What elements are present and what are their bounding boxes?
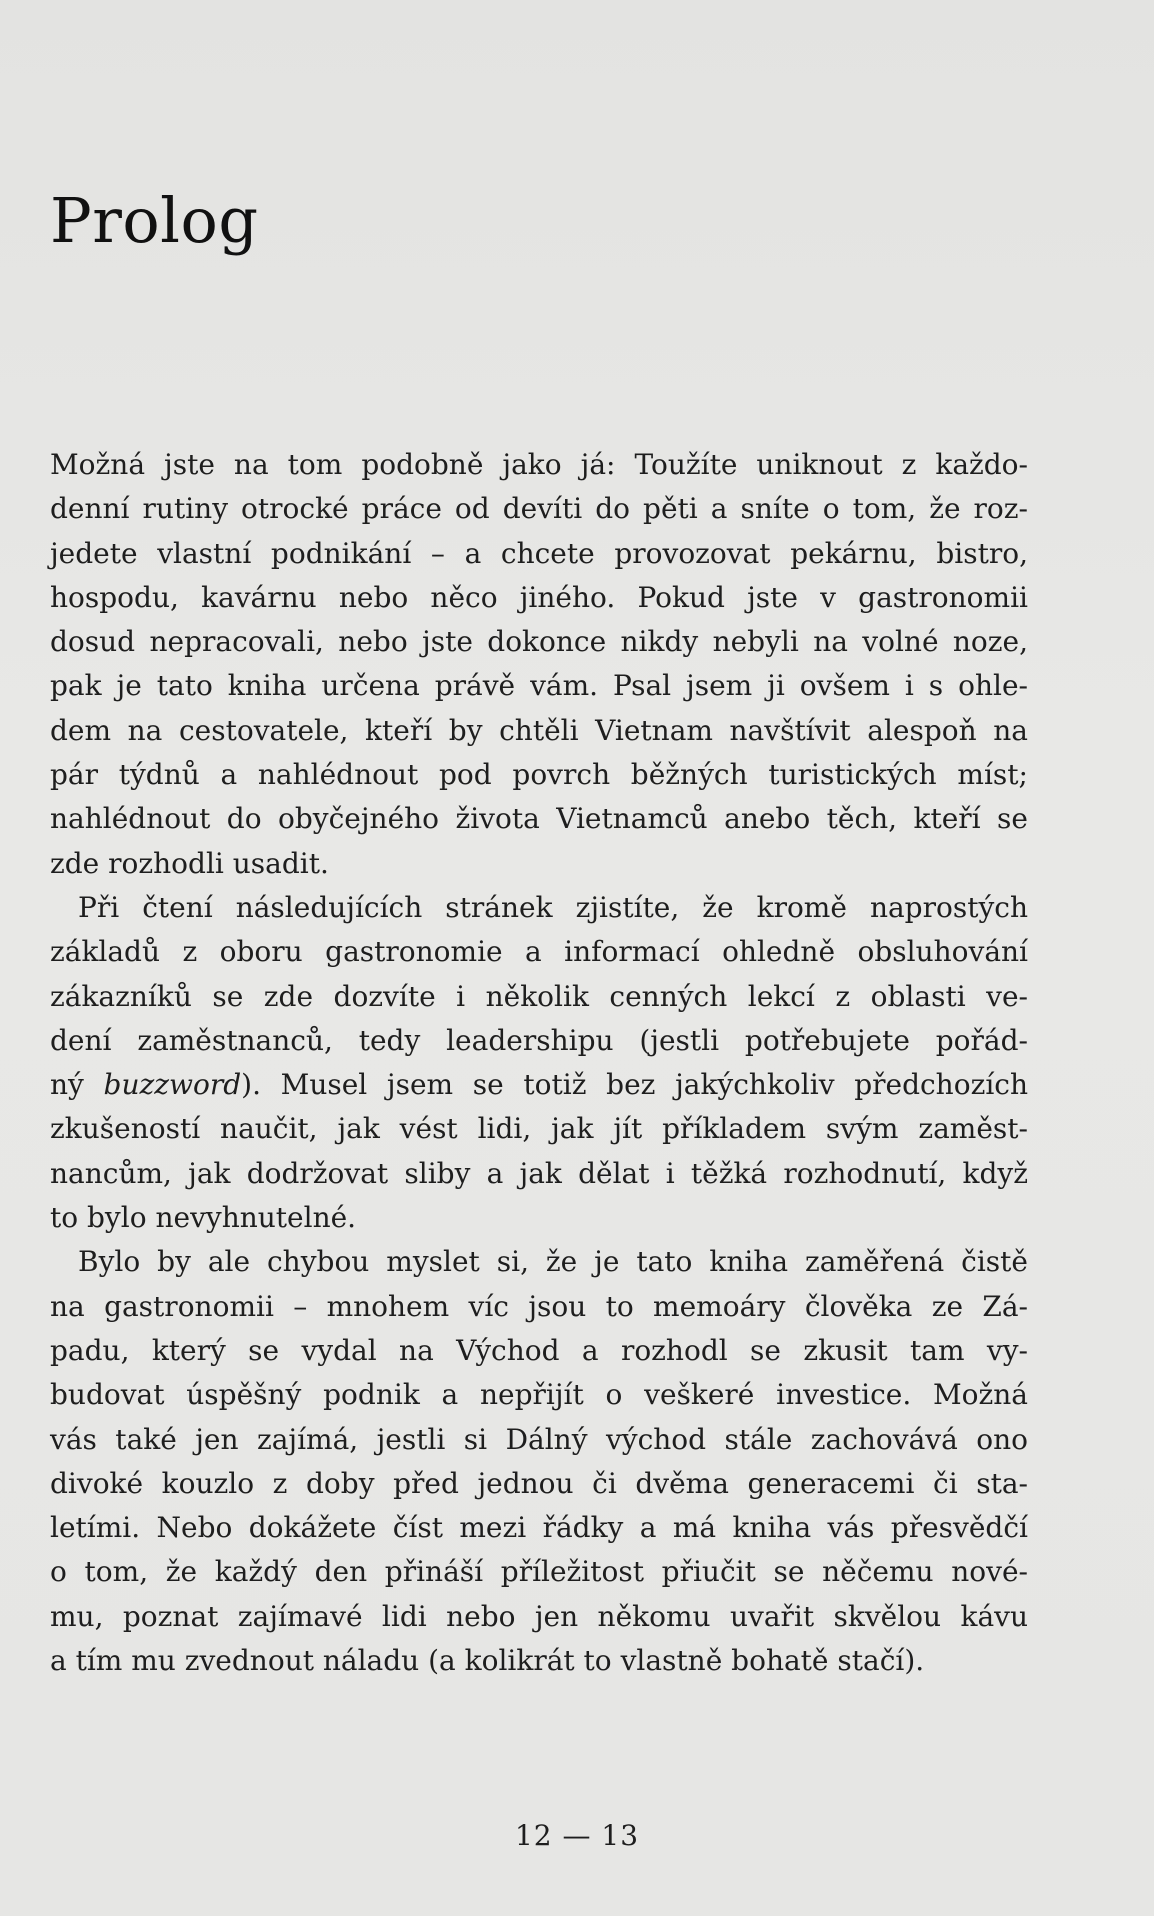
text-line: zákazníků se zde dozvíte i několik cenných lekcí z oblasti ve- xyxy=(50,979,1028,1013)
text-line: pár týdnů a nahlédnout pod povrch běžných turistických míst; xyxy=(50,758,1028,792)
text-line: padu, který se vydal na Východ a rozhodl se zkusit tam vy- xyxy=(50,1333,1028,1367)
text-line: mu, poznat zajímavé lidi nebo jen někomu uvařit skvělou kávu xyxy=(50,1599,1028,1633)
text-line xyxy=(50,1063,1028,1107)
text-line: pak je tato kniha určena právě vám. Psal jsem ji ovšem i s ohle- xyxy=(50,669,1028,703)
paragraph-1 xyxy=(50,443,1028,886)
text-line: základů z oboru gastronomie a informací ohledně obsluhování xyxy=(50,935,1028,969)
text-fragment: ). Musel jsem se totiž bez jakýchkoliv předchozích xyxy=(241,1068,1028,1102)
text-line: Bylo by ale chybou myslet si, že je tato kniha zaměřená čistě xyxy=(78,1245,1028,1279)
text-line: letími. Nebo dokážete číst mezi řádky a má kniha vás přesvědčí xyxy=(50,1511,1028,1545)
text-line: vás také jen zajímá, jestli si Dálný východ stále zachovává ono xyxy=(50,1422,1028,1456)
text-line: o tom, že každý den přináší příležitost přiučit se něčemu nové- xyxy=(50,1555,1028,1589)
text-line: denní rutiny otrocké práce od devíti do pěti a sníte o tom, že roz- xyxy=(50,492,1028,526)
text-line: budovat úspěšný podnik a nepřijít o veškeré investice. Možná xyxy=(50,1378,1028,1412)
text-line: zkušeností naučit, jak vést lidi, jak jít příkladem svým zaměst- xyxy=(50,1112,1028,1146)
page-number: 12 — 13 xyxy=(514,1819,640,1852)
text-line: Při čtení následujících stránek zjistíte, že kromě naprostých xyxy=(78,890,1028,924)
text-line: divoké kouzlo z doby před jednou či dvěma generacemi či sta- xyxy=(50,1466,1028,1500)
text-line: dosud nepracovali, nebo jste dokonce nikdy nebyli na volné noze, xyxy=(50,625,1028,659)
text-line: nahlédnout do obyčejného života Vietnamců anebo těch, kteří se xyxy=(50,802,1028,836)
text-line: to bylo nevyhnutelné. xyxy=(50,1201,357,1235)
text-line: dem na cestovatele, kteří by chtěli Vietnam navštívit alespoň na xyxy=(50,713,1028,747)
text-line: Možná jste na tom podobně jako já: Toužíte uniknout z každo- xyxy=(50,448,1028,481)
paragraph-3 xyxy=(50,1240,1028,1683)
italic-term: buzzword xyxy=(103,1068,242,1102)
text-fragment: ný xyxy=(50,1068,104,1102)
text-line: dení zaměstnanců, tedy leadershipu (jestli potřebujete pořád- xyxy=(50,1023,1028,1057)
text-line: jedete vlastní podnikání – a chcete provozovat pekárnu, bistro, xyxy=(50,536,1028,570)
text-line: hospodu, kavárnu nebo něco jiného. Pokud jste v gastronomii xyxy=(50,580,1028,614)
text-line: nancům, jak dodržovat sliby a jak dělat i těžká rozhodnutí, když xyxy=(50,1156,1028,1190)
paragraph-2 xyxy=(50,886,1028,1240)
text-line: na gastronomii – mnohem víc jsou to memoáry člověka ze Zá- xyxy=(50,1289,1028,1323)
chapter-title: Prolog xyxy=(50,184,259,257)
text-line: zde rozhodli usadit. xyxy=(50,846,329,880)
body-text xyxy=(50,443,1028,1683)
text-line: a tím mu zvednout náladu (a kolikrát to vlastně bohatě stačí). xyxy=(50,1644,925,1678)
